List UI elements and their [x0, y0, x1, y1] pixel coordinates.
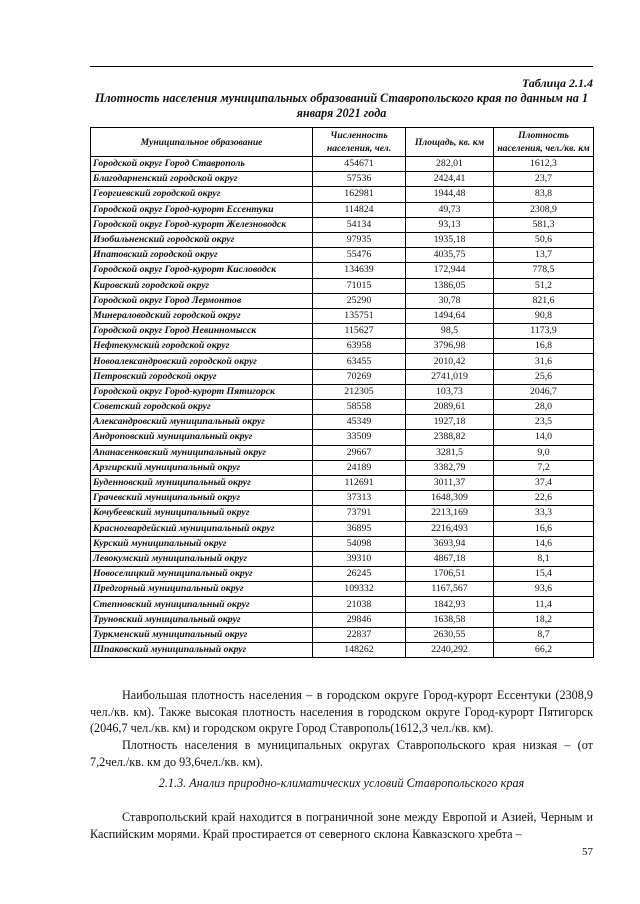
cell-municipality: Петровский городской округ [91, 369, 313, 384]
cell-density: 16,8 [494, 339, 594, 354]
table-title: Плотность населения муниципальных образований Ставропольского края по данным на 1 января 2021 года [94, 91, 589, 120]
table-row [91, 597, 594, 612]
paragraph-highest-density: Наибольшая плотность населения – в городском округе Город-курорт Ессентуки (2308,9 чел./кв. км). Также высокая плотность населения в городском округе Город-курорт Пятигорск (2046,7 чел./кв. км) и городском округе Город Ставрополь(1612,3 чел./кв. км). [90, 688, 593, 735]
cell-population: 36895 [313, 521, 406, 536]
cell-area: 3011,37 [406, 475, 494, 490]
cell-density: 22,6 [494, 491, 594, 506]
page-number: 57 [582, 846, 593, 858]
cell-population: 22837 [313, 627, 406, 642]
cell-area: 3693,94 [406, 536, 494, 551]
cell-area: 49,73 [406, 202, 494, 217]
cell-population: 29667 [313, 445, 406, 460]
cell-municipality: Труновский муниципальный округ [91, 612, 313, 627]
cell-density: 7,2 [494, 460, 594, 475]
cell-population: 148262 [313, 643, 406, 658]
cell-population: 73791 [313, 506, 406, 521]
cell-population: 58558 [313, 400, 406, 415]
cell-area: 30,78 [406, 293, 494, 308]
table-row [91, 202, 594, 217]
cell-area: 1386,05 [406, 278, 494, 293]
cell-density: 83,8 [494, 187, 594, 202]
cell-municipality: Степновский муниципальный округ [91, 597, 313, 612]
table-row [91, 293, 594, 308]
cell-density: 25,6 [494, 369, 594, 384]
table-row [91, 248, 594, 263]
cell-population: 45349 [313, 415, 406, 430]
cell-area: 2741,019 [406, 369, 494, 384]
column-header-density: Плотность населения, чел./кв. км [494, 128, 594, 157]
cell-population: 63455 [313, 354, 406, 369]
cell-density: 8,1 [494, 551, 594, 566]
cell-area: 3382,79 [406, 460, 494, 475]
cell-population: 57536 [313, 172, 406, 187]
cell-municipality: Благодарненский городской округ [91, 172, 313, 187]
cell-density: 28,0 [494, 400, 594, 415]
cell-municipality: Арзгирский муниципальный округ [91, 460, 313, 475]
cell-area: 4867,18 [406, 551, 494, 566]
table-row [91, 217, 594, 232]
cell-area: 1944,48 [406, 187, 494, 202]
cell-population: 454671 [313, 157, 406, 172]
cell-density: 16,6 [494, 521, 594, 536]
cell-municipality: Кочубеевский муниципальный округ [91, 506, 313, 521]
cell-municipality: Предгорный муниципальный округ [91, 582, 313, 597]
cell-population: 21038 [313, 597, 406, 612]
cell-population: 26245 [313, 567, 406, 582]
cell-population: 25290 [313, 293, 406, 308]
cell-density: 1173,9 [494, 324, 594, 339]
cell-area: 4035,75 [406, 248, 494, 263]
table-row [91, 157, 594, 172]
table-row [91, 308, 594, 323]
cell-density: 821,6 [494, 293, 594, 308]
cell-density: 2046,7 [494, 384, 594, 399]
cell-municipality: Городской округ Город-курорт Железноводск [91, 217, 313, 232]
table-row [91, 582, 594, 597]
cell-area: 2213,169 [406, 506, 494, 521]
table-row [91, 460, 594, 475]
table-row [91, 536, 594, 551]
cell-population: 29846 [313, 612, 406, 627]
table-row [91, 491, 594, 506]
cell-area: 3796,98 [406, 339, 494, 354]
cell-municipality: Городской округ Город Ставрополь [91, 157, 313, 172]
cell-population: 70269 [313, 369, 406, 384]
table-number: Таблица 2.1.4 [521, 76, 593, 90]
table-row [91, 430, 594, 445]
cell-density: 13,7 [494, 248, 594, 263]
cell-area: 98,5 [406, 324, 494, 339]
cell-population: 55476 [313, 248, 406, 263]
cell-density: 37,4 [494, 475, 594, 490]
cell-municipality: Городской округ Город-курорт Пятигорск [91, 384, 313, 399]
table-row [91, 232, 594, 247]
cell-municipality: Изобильненский городской округ [91, 232, 313, 247]
cell-municipality: Городской округ Город Невинномысск [91, 324, 313, 339]
table-row [91, 627, 594, 642]
table-row [91, 567, 594, 582]
table-row [91, 445, 594, 460]
cell-area: 282,01 [406, 157, 494, 172]
cell-area: 1842,93 [406, 597, 494, 612]
cell-area: 1648,309 [406, 491, 494, 506]
cell-area: 172,944 [406, 263, 494, 278]
cell-density: 11,4 [494, 597, 594, 612]
table-row [91, 612, 594, 627]
cell-population: 109332 [313, 582, 406, 597]
table-body [91, 157, 594, 658]
cell-density: 23,7 [494, 172, 594, 187]
table-row [91, 551, 594, 566]
cell-municipality: Кировский городской округ [91, 278, 313, 293]
cell-population: 112691 [313, 475, 406, 490]
cell-area: 2388,82 [406, 430, 494, 445]
cell-municipality: Красногвардейский муниципальный округ [91, 521, 313, 536]
cell-density: 9,0 [494, 445, 594, 460]
cell-population: 33509 [313, 430, 406, 445]
cell-municipality: Левокумский муниципальный округ [91, 551, 313, 566]
table-row [91, 475, 594, 490]
cell-municipality: Шпаковский муниципальный округ [91, 643, 313, 658]
cell-area: 2010,42 [406, 354, 494, 369]
cell-density: 778,5 [494, 263, 594, 278]
paragraph-low-density: Плотность населения в муниципальных округах Ставропольского края низкая – (от 7,2чел./кв. км до 93,6чел./кв. км). [90, 738, 593, 769]
cell-density: 23,5 [494, 415, 594, 430]
cell-population: 115627 [313, 324, 406, 339]
cell-area: 2630,55 [406, 627, 494, 642]
cell-density: 66,2 [494, 643, 594, 658]
table-row [91, 506, 594, 521]
cell-area: 1167,567 [406, 582, 494, 597]
cell-municipality: Александровский муниципальный округ [91, 415, 313, 430]
cell-municipality: Георгиевский городской округ [91, 187, 313, 202]
cell-area: 1706,51 [406, 567, 494, 582]
paragraph-location: Ставропольский край находится в пограничной зоне между Европой и Азией, Черным и Каспийским морями. Край простирается от северного склона Кавказского хребта – [90, 810, 593, 841]
cell-density: 31,6 [494, 354, 594, 369]
cell-area: 2216,493 [406, 521, 494, 536]
cell-municipality: Городской округ Город Лермонтов [91, 293, 313, 308]
cell-area: 1638,58 [406, 612, 494, 627]
cell-municipality: Городской округ Город-курорт Ессентуки [91, 202, 313, 217]
cell-municipality: Апанасенковский муниципальный округ [91, 445, 313, 460]
table-row [91, 369, 594, 384]
cell-municipality: Советский городской округ [91, 400, 313, 415]
cell-population: 39310 [313, 551, 406, 566]
table-row [91, 278, 594, 293]
cell-municipality: Курский муниципальный округ [91, 536, 313, 551]
cell-density: 14,6 [494, 536, 594, 551]
cell-population: 63958 [313, 339, 406, 354]
column-header-municipality: Муниципальное образование [91, 128, 313, 157]
table-row [91, 643, 594, 658]
cell-area: 2240,292 [406, 643, 494, 658]
cell-density: 93,6 [494, 582, 594, 597]
cell-density: 15,4 [494, 567, 594, 582]
cell-area: 3281,5 [406, 445, 494, 460]
cell-municipality: Буденновский муниципальный округ [91, 475, 313, 490]
cell-population: 134639 [313, 263, 406, 278]
cell-area: 93,13 [406, 217, 494, 232]
table-row [91, 521, 594, 536]
cell-population: 135751 [313, 308, 406, 323]
table-row [91, 263, 594, 278]
table-row [91, 415, 594, 430]
table-row [91, 384, 594, 399]
cell-area: 1927,18 [406, 415, 494, 430]
cell-population: 212305 [313, 384, 406, 399]
table-row [91, 187, 594, 202]
cell-density: 8,7 [494, 627, 594, 642]
cell-area: 1494,64 [406, 308, 494, 323]
table-row [91, 324, 594, 339]
cell-municipality: Городской округ Город-курорт Кисловодск [91, 263, 313, 278]
cell-density: 14,0 [494, 430, 594, 445]
cell-population: 114824 [313, 202, 406, 217]
table-header-row [91, 128, 594, 157]
population-density-table [90, 127, 594, 658]
cell-municipality: Нефтекумский городской округ [91, 339, 313, 354]
section-heading: 2.1.3. Анализ природно-климатических условий Ставропольского края [158, 776, 525, 790]
cell-population: 37313 [313, 491, 406, 506]
cell-area: 1935,18 [406, 232, 494, 247]
cell-area: 2089,61 [406, 400, 494, 415]
cell-density: 18,2 [494, 612, 594, 627]
cell-population: 54134 [313, 217, 406, 232]
cell-municipality: Ипатовский городской округ [91, 248, 313, 263]
cell-density: 33,3 [494, 506, 594, 521]
cell-density: 50,6 [494, 232, 594, 247]
cell-density: 51,2 [494, 278, 594, 293]
cell-municipality: Новоалександровский городской округ [91, 354, 313, 369]
cell-density: 581,3 [494, 217, 594, 232]
cell-density: 2308,9 [494, 202, 594, 217]
cell-population: 97935 [313, 232, 406, 247]
header-rule [90, 66, 593, 67]
cell-area: 2424,41 [406, 172, 494, 187]
cell-municipality: Новоселицкий муниципальный округ [91, 567, 313, 582]
cell-municipality: Андроповский муниципальный округ [91, 430, 313, 445]
cell-population: 24189 [313, 460, 406, 475]
table-row [91, 172, 594, 187]
cell-population: 54098 [313, 536, 406, 551]
cell-population: 71015 [313, 278, 406, 293]
cell-area: 103,73 [406, 384, 494, 399]
table-row [91, 339, 594, 354]
cell-density: 90,8 [494, 308, 594, 323]
cell-population: 162981 [313, 187, 406, 202]
table-row [91, 400, 594, 415]
column-header-population: Численность населения, чел. [313, 128, 406, 157]
cell-density: 1612,3 [494, 157, 594, 172]
column-header-area: Площадь, кв. км [406, 128, 494, 157]
cell-municipality: Туркменский муниципальный округ [91, 627, 313, 642]
cell-municipality: Грачевский муниципальный округ [91, 491, 313, 506]
table-row [91, 354, 594, 369]
cell-municipality: Минераловодский городской округ [91, 308, 313, 323]
